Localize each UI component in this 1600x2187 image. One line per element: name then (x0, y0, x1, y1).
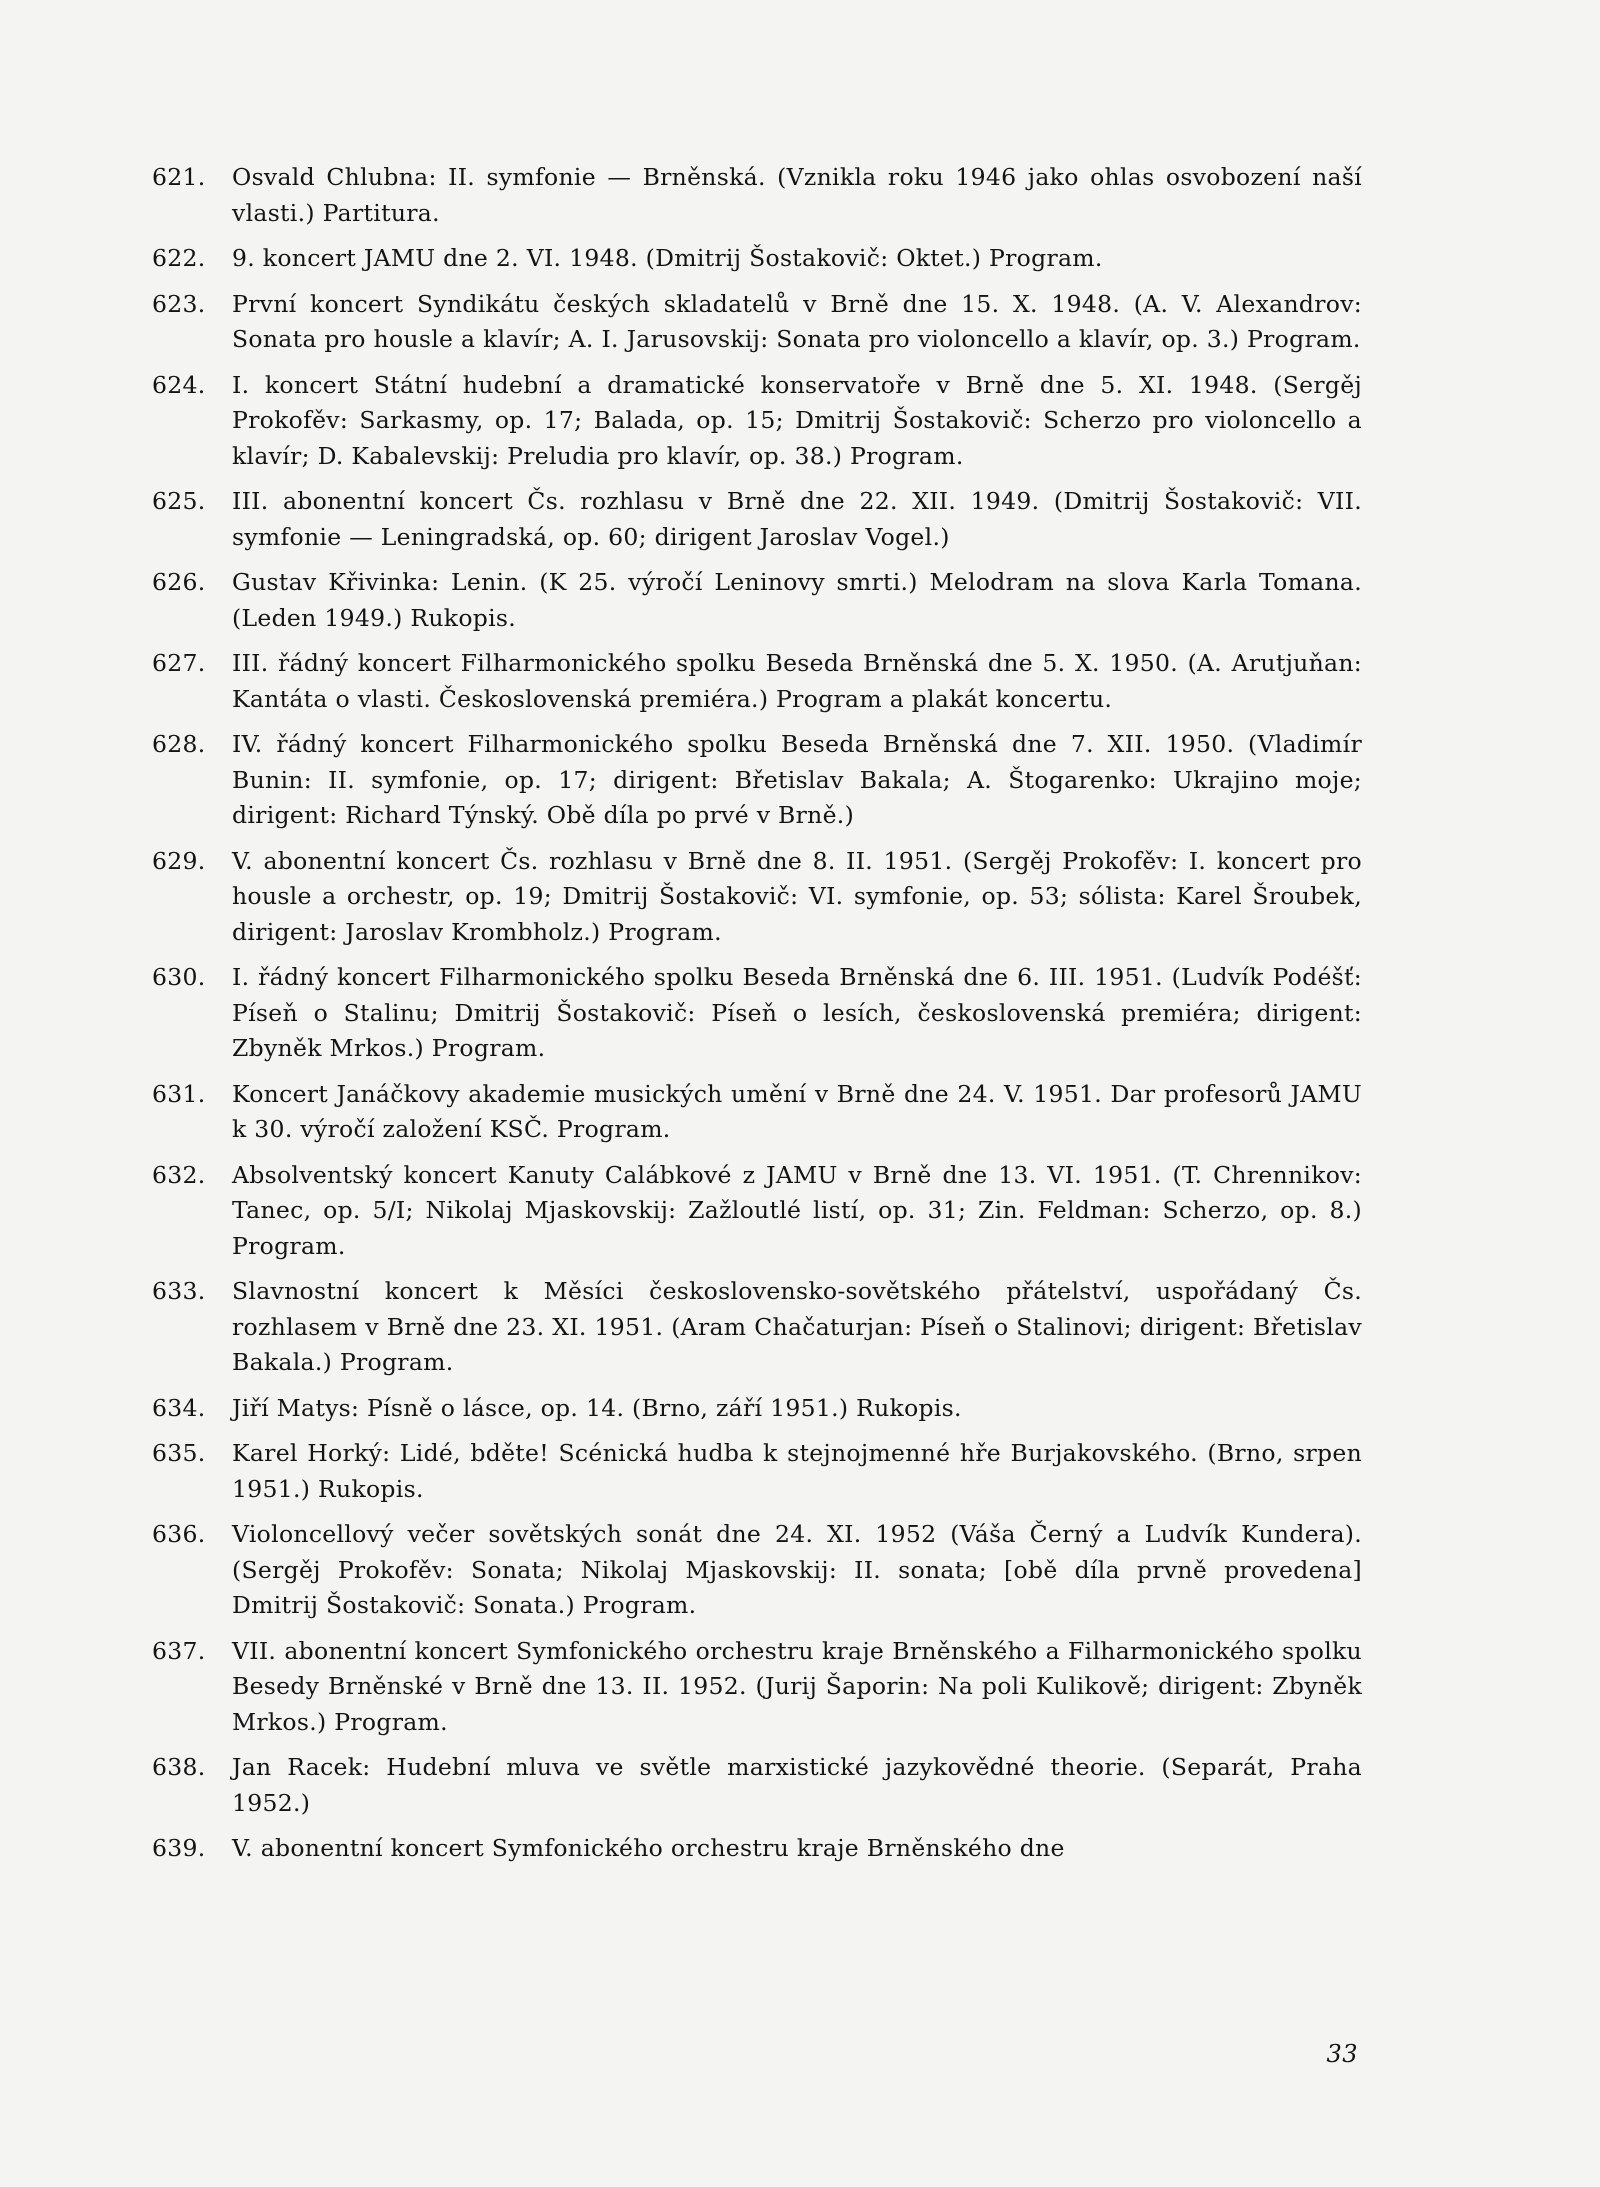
entry-628 (152, 727, 1362, 834)
entry-text: Karel Horký: Lidé, bděte! Scénická hudba k stejnojmenné hře Burjakovského. (Brno, srpen 1951.) Rukopis. (232, 1439, 1362, 1503)
entry-number: 633. (152, 1277, 206, 1305)
entry-633 (152, 1274, 1362, 1381)
entry-text: I. řádný koncert Filharmonického spolku Beseda Brněnská dne 6. III. 1951. (Ludvík Podéšť: Píseň o Stalinu; Dmitrij Šostakovič: Píseň o lesích, československá premiéra; dirigent: Zbyněk Mrkos.) Program. (232, 963, 1362, 1062)
entry-637 (152, 1634, 1362, 1741)
entry-634 (152, 1391, 1362, 1427)
entry-630 (152, 960, 1362, 1067)
entry-text: III. řádný koncert Filharmonického spolku Beseda Brněnská dne 5. X. 1950. (A. Arutjuňan: Kantáta o vlasti. Československá premiéra.) Program a plakát koncertu. (232, 649, 1362, 713)
entry-text: Violoncellový večer sovětských sonát dne 24. XI. 1952 (Váša Černý a Ludvík Kundera). (Sergěj Prokofěv: Sonata; Nikolaj Mjaskovskij: II. sonata; [obě díla prvně provedena] Dmitrij Šostakovič: Sonata.) Program. (232, 1520, 1362, 1619)
entry-text: Osvald Chlubna: II. symfonie — Brněnská. (Vznikla roku 1946 jako ohlas osvobození naší vlasti.) Partitura. (232, 163, 1362, 227)
entry-number: 628. (152, 730, 206, 758)
entry-636 (152, 1517, 1362, 1624)
entry-number: 627. (152, 649, 206, 677)
entry-number: 624. (152, 370, 206, 399)
entry-text: 9. koncert JAMU dne 2. VI. 1948. (Dmitrij Šostakovič: Oktet.) Program. (232, 244, 1103, 272)
entry-text: V. abonentní koncert Symfonického orchestru kraje Brněnského dne (232, 1834, 1065, 1862)
entry-text: Absolventský koncert Kanuty Calábkové z JAMU v Brně dne 13. VI. 1951. (T. Chrennikov: Tanec, op. 5/I; Nikolaj Mjaskovskij: Zažloutlé listí, op. 31; Zin. Feldman: Scherzo, op. 8.) Program. (232, 1160, 1362, 1260)
entry-text: První koncert Syndikátu českých skladatelů v Brně dne 15. X. 1948. (A. V. Alexandrov: Sonata pro housle a klavír; A. I. Jarusovskij: Sonata pro violoncello a klavír, op. 3.) Program. (232, 289, 1362, 353)
entry-number: 635. (152, 1439, 206, 1467)
page-number: 33 (1326, 2040, 1358, 2068)
bibliography-list (152, 160, 1362, 1877)
entry-number: 623. (152, 289, 206, 318)
entry-631 (152, 1077, 1362, 1148)
entry-622 (152, 241, 1362, 277)
entry-text: Jiří Matys: Písně o lásce, op. 14. (Brno, září 1951.) Rukopis. (232, 1393, 962, 1422)
entry-638 (152, 1750, 1362, 1821)
entry-632 (152, 1158, 1362, 1265)
entry-text: I. koncert Státní hudební a dramatické konservatoře v Brně dne 5. XI. 1948. (Sergěj Prokofěv: Sarkasmy, op. 17; Balada, op. 15; Dmitrij Šostakovič: Scherzo pro violoncello a klavír; D. Kabalevskij: Preludia pro klavír, op. 38.) Program. (232, 370, 1362, 470)
entry-number: 621. (152, 163, 206, 191)
entry-624 (152, 368, 1362, 475)
entry-number: 636. (152, 1520, 206, 1548)
entry-639 (152, 1831, 1362, 1867)
entry-text: Slavnostní koncert k Měsíci československo-sovětského přátelství, uspořádaný Čs. rozhlasem v Brně dne 23. XI. 1951. (Aram Chačaturjan: Píseň o Stalinovi; dirigent: Břetislav Bakala.) Program. (232, 1277, 1362, 1376)
entry-number: 639. (152, 1834, 206, 1862)
entry-text: V. abonentní koncert Čs. rozhlasu v Brně dne 8. II. 1951. (Sergěj Prokofěv: I. koncert pro housle a orchestr, op. 19; Dmitrij Šostakovič: VI. symfonie, op. 53; sólista: Karel Šroubek, dirigent: Jaroslav Krombholz.) Program. (232, 846, 1362, 946)
entry-text: VII. abonentní koncert Symfonického orchestru kraje Brněnského a Filharmonického spolku Besedy Brněnské v Brně dne 13. II. 1952. (Jurij Šaporin: Na poli Kulikově; dirigent: Zbyněk Mrkos.) Program. (232, 1636, 1362, 1736)
entry-629 (152, 844, 1362, 951)
entry-number: 626. (152, 568, 206, 596)
entry-number: 634. (152, 1393, 206, 1422)
entry-number: 625. (152, 487, 206, 515)
entry-number: 622. (152, 244, 206, 272)
entry-625 (152, 484, 1362, 555)
entry-text: Jan Racek: Hudební mluva ve světle marxistické jazykovědné theorie. (Separát, Praha 1952.) (232, 1753, 1362, 1817)
entry-635 (152, 1436, 1362, 1507)
entry-626 (152, 565, 1362, 636)
entry-623 (152, 287, 1362, 358)
entry-627 (152, 646, 1362, 717)
entry-621 (152, 160, 1362, 231)
entry-text: IV. řádný koncert Filharmonického spolku Beseda Brněnská dne 7. XII. 1950. (Vladimír Bunin: II. symfonie, op. 17; dirigent: Břetislav Bakala; A. Štogarenko: Ukrajino moje; dirigent: Richard Týnský. Obě díla po prvé v Brně.) (232, 730, 1362, 829)
entry-number: 637. (152, 1636, 206, 1665)
entry-number: 632. (152, 1160, 206, 1189)
entry-text: Koncert Janáčkovy akademie musických umění v Brně dne 24. V. 1951. Dar profesorů JAMU k 30. výročí založení KSČ. Program. (232, 1079, 1362, 1143)
entry-number: 631. (152, 1079, 206, 1108)
entry-number: 629. (152, 846, 206, 875)
entry-number: 638. (152, 1753, 206, 1781)
entry-text: Gustav Křivinka: Lenin. (K 25. výročí Leninovy smrti.) Melodram na slova Karla Tomana. (Leden 1949.) Rukopis. (232, 568, 1362, 632)
entry-number: 630. (152, 963, 206, 991)
entry-text: III. abonentní koncert Čs. rozhlasu v Brně dne 22. XII. 1949. (Dmitrij Šostakovič: VII. symfonie — Leningradská, op. 60; dirigent Jaroslav Vogel.) (232, 487, 1362, 551)
